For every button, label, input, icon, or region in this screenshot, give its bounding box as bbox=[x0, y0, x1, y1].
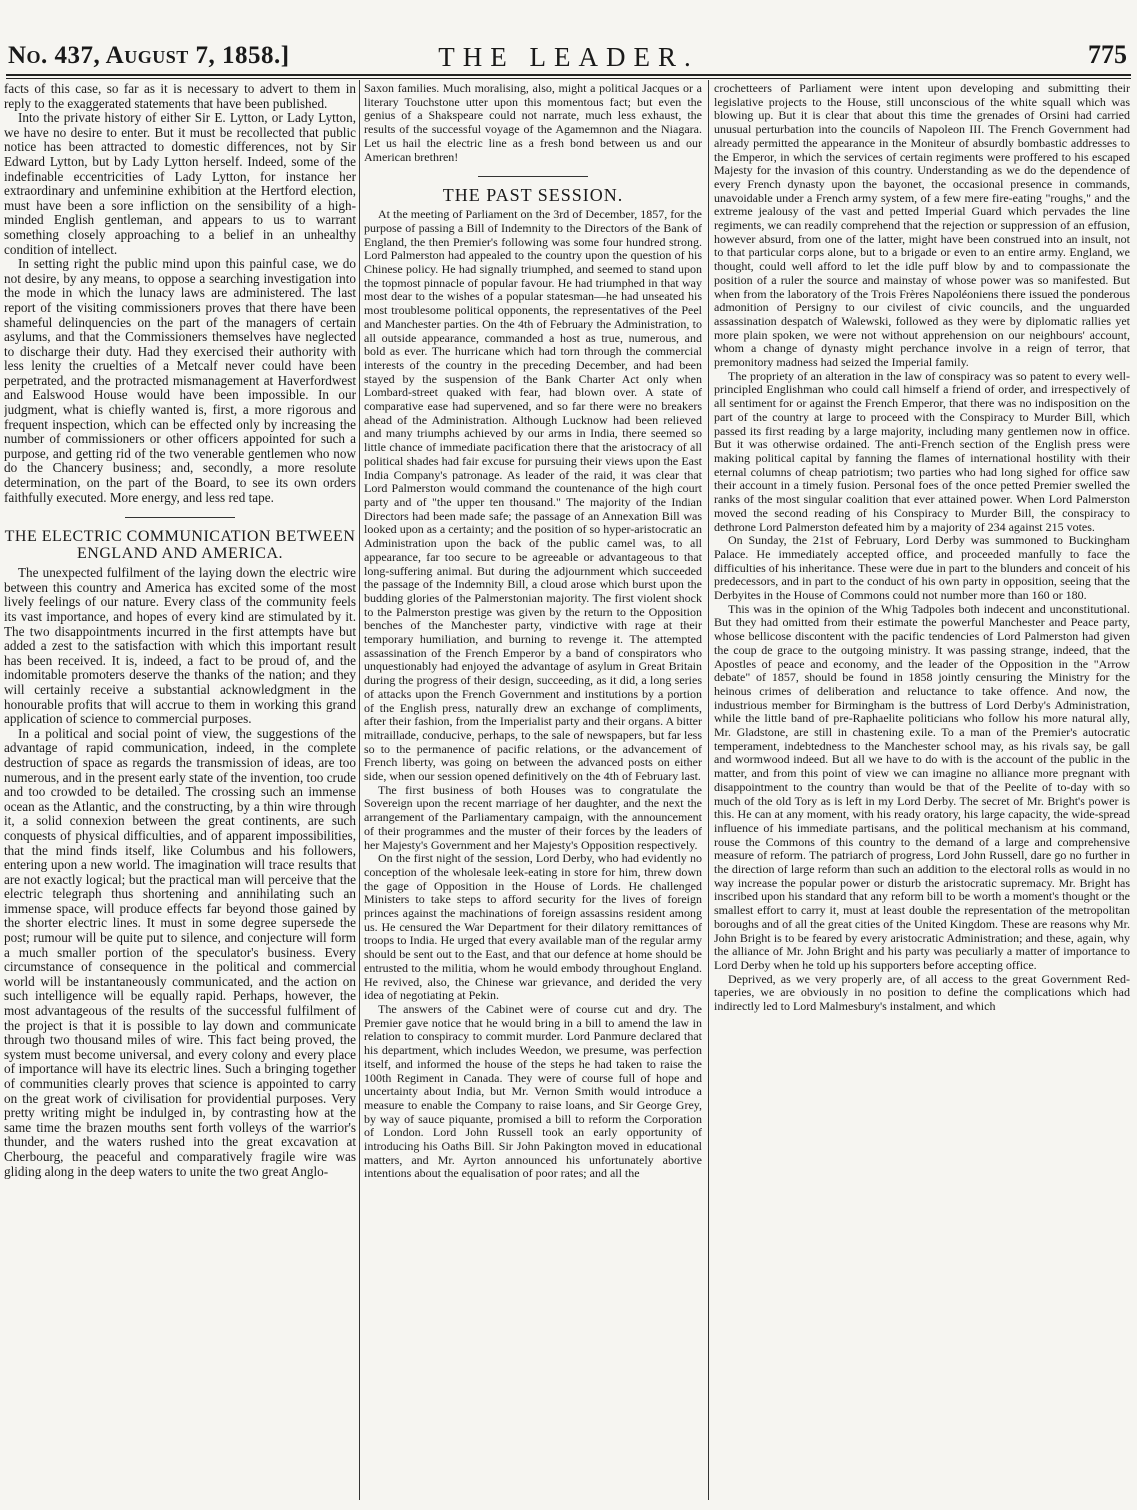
article-heading: THE PAST SESSION. bbox=[442, 185, 624, 206]
paragraph: On the first night of the session, Lord Derby, who had evidently no conception of the wholesale leek-eating in store for him, threw down the gage of Opposition in the House of Lords. He challenged Ministers to take steps to afford security for the lives of foreign princes against the machinations of foreign assassins resident among us. He censured the War Department for their dilatory remittances of troops to India. He urged that every available man of the regular army should be sent out to the East, and that our defence at home should be entrusted to the militia, whom he would embody throughout England. He revived, also, the Chinese war grievance, and derided the very idea of negotiating at Pekin. bbox=[364, 851, 702, 1003]
paragraph: In setting right the public mind upon this painful case, we do not desire, by any means, to oppose a searching investigation into the mode in which the lunacy laws are administered. The last report of the visiting commissioners proves that there have been shameful delinquencies on the part of the managers of certain asylums, and that the Commissioners themselves have neglected to discharge their duty. Had they exercised their authority with less lenity the cruelties of a Metcalf never could have been perpetrated, and the protracted mismanagement at Haverfordwest and Ealswood House would have been impossible. In our judgment, what is chiefly wanted is, first, a more rigorous and frequent inspection, which can be effected only by increasing the number of commissioners or other officers appointed for such a purpose, and getting rid of the two venerable gentlemen who now do the Chancery business; and, secondly, a more resolute determination, on the part of the Board, to see its own orders faithfully executed. More energy, and less red tape. bbox=[4, 256, 356, 505]
paragraph: The answers of the Cabinet were of course cut and dry. The Premier gave notice that he would bring in a bill to amend the law in relation to conspiracy to commit murder. Lord Panmure declared that his department, which includes Weedon, we presume, was perfection itself, and informed the house of the steps he had taken to raise the 100th Regiment in Canada. They were of course full of hope and uncertainty about India, but Mr. Vernon Smith would introduce a measure to enable the Company to raise loans, and Sir George Grey, by way of sauce piquante, promised a bill to reform the Corporation of London. Lord John Russell took an early opportunity of introducing his Oaths Bill. Sir John Pakington moved in educational matters, and Mr. Ayrton announced his unfortunately abortive intentions about the equalisation of poor rates; and all the bbox=[364, 1002, 702, 1181]
paragraph: Into the private history of either Sir E. Lytton, or Lady Lytton, we have no desire to enter. But it must be recollected that public notice has been attracted to domestic differences, not by Sir Edward Lytton, but by Lady Lytton herself. Indeed, some of the indefinable eccentricities of Lady Lytton, for instance her extraordinary and unfeminine exhibition at the Hertford election, must have been a sore infliction on the sensibility of a high-minded English gentleman, and appears to us to warrant something closely approaching to a belief in an unhealthy condition of intellect. bbox=[4, 110, 356, 257]
paragraph: The propriety of an alteration in the law of conspiracy was so patent to every well-principled Englishman who could call himself a friend of order, and irrespectively of all sentiment for or against the French Emperor, that there was no indisposition on the part of the country at large to proceed with the Conspiracy to Murder Bill, which passed its first reading by a large majority, including many gentlemen now in office. But it was otherwise ordained. The anti-French section of the English press were making political capital by fanning the flames of international hostility with their eternal columns of cheap patriotism; two parties who had long sighed for office saw their account in a timely fusion. Personal foes of the once petted Premier swelled the ranks of the most singular coalition that ever attained power. When Lord Palmerston moved the second reading of his Conspiracy to Murder Bill, the conspiracy to dethrone Lord Palmerston defeated him by a majority of 234 against 215 votes. bbox=[714, 368, 1130, 534]
column-divider bbox=[708, 80, 709, 1500]
masthead bbox=[6, 36, 1131, 72]
paragraph: Saxon families. Much moralising, also, might a political Jacques or a literary Touchstone utter upon this momentous fact; but even the genius of a Shakspeare could not narrate, much less exhaust, the results of the successful voyage of the Agamemnon and the Niagara. Let us hail the electric line as a fresh bond between us and our American brethren! bbox=[364, 82, 702, 164]
paragraph: At the meeting of Parliament on the 3rd of December, 1857, for the purpose of passing a Bill of Indemnity to the Directors of the Bank of England, the then Premier's following was some four hundred strong. Lord Palmerston had appealed to the country upon the question of his Chinese policy. He had signally triumphed, and seemed to stand upon the topmost pinnacle of popular favour. He had triumphed in that way most dear to the wishes of a popular statesman—he had unseated his most troublesome political opponents, the representatives of the Peel and Manchester parties. On the 4th of February the Administration, to all outside appearance, commanded a host as true, numerous, and bold as ever. The hurricane which had torn through the commercial interests of the country in the preceding December, and had been stayed by the suspension of the Bank Charter Act only when Lombard-street quaked with fear, had blown over. A state of comparative ease had supervened, and so far there were no breakers ahead of the Administration. Although Lucknow had been relieved and many triumphs achieved by our arms in India, there seemed so little chance of immediate pacification there that the aristocracy of all political shades had fair excuse for pursuing their views upon the East India Company's patronage. As leader of the raid, it was clear that Lord Palmerston would command the countenance of the high court party and of "the upper ten thousand." The majority of the Indian Directors had been made safe; the passage of an Annexation Bill was looked upon as a certainty; and the position of so hyper-aristocratic an Administration upon the back of the public camel was, to all appearance, far too secure to be agreeable or advantageous to that long-suffering animal. But during the adjournment which succeeded the passage of the Indemnity Bill, a cloud arose which burst upon the budding glories of the Palmerstonian majority. The first violent shock to the Palmerston prestige was given by the return to the Opposition benches of the Manchester party, vindictive with rage at their temporary humiliation, and burning to revenge it. The attempted assassination of the French Emperor by a band of conspirators who unquestionably had enjoyed the advantage of asylum in Great Britain during the progress of their design, succeeding, as it did, a long series of attacks upon the French Government and institutions by a portion of the English press, naturally drew an exchange of compliments, after their fashion, from the Imperialist party and their organs. A bitter mitraillade, conducive, perhaps, to the sale of newspapers, but far less so to the permanence of pacific relations, or the advancement of French liberty, was going on between the advanced posts on either side, when our session opened definitively on the 4th of February last. bbox=[364, 207, 702, 784]
paragraph: In a political and social point of view, the suggestions of the advantage of rapid communication, indeed, in the complete destruction of space as regards the transmission of ideas, are too numerous, and in the present early state of the invention, too crude and too crowded to be detailed. The crossing such an immense ocean as the Atlantic, and the constructing, by a thin wire through it, a solid connexion between the great continents, are such conquests of physical difficulties, and of apparent impossibilities, that the mind finds itself, like Columbus and his followers, entering upon a new world. The imagination will trace results that are not exactly logical; but the practical man will perceive that the electric telegraph thus shortening and annihilating such an immense space, will produce effects far beyond those gained by the shorter electric lines. It must in some degree supersede the post; rumour will be quite put to silence, and conjecture will form a much smaller portion of the speculator's business. Every circumstance of consequence in the political and commercial world will be instantaneously communicated, and the action on such intelligence will be equally rapid. Perhaps, however, the most advantageous of the results of the successful fulfilment of the project is that it is possible to lay down and communicate through two thousand miles of wire. This fact being proved, the system must become universal, and every colony and every place of importance will have its electric lines. Such a bringing together of communities clearly proves that science is appointed to carry on the great work of civilisation for providential purposes. Very pretty writing might be indulged in, by contrasting how at the same time the brazen mouths sent forth volleys of the warrior's thunder, and the waters rushed into the great excavation at Cherbourg, the peaceful and comparatively fragile wire was gliding along in the deep waters to unite the two great Anglo- bbox=[4, 725, 356, 1179]
paragraph: Deprived, as we very properly are, of all access to the great Government Red-taperies, we are obviously in no position to define the complications which had indirectly led to Lord Malmesbury's instalment, and which bbox=[714, 971, 1130, 1014]
section-divider bbox=[125, 517, 235, 518]
column-3 bbox=[714, 82, 1130, 1498]
paragraph: On Sunday, the 21st of February, Lord Derby was summoned to Buckingham Palace. He immediately accepted office, and proceeded manfully to face the difficulties of his inheritance. These were due in part to the blunders and conceit of his predecessors, and in part to the conduct of his own party in opposition, seeing that the Derbyites in the House of Commons could not number more than 160 or 180. bbox=[714, 533, 1130, 603]
paragraph: This was in the opinion of the Whig Tadpoles both indecent and unconstitutional. But they had omitted from their estimate the powerful Manchester and Peace party, whose bellicose discontent with the pacific tendencies of Lord Palmerston had given the coup de grace to the outgoing ministry. It was passing strange, indeed, that the Apostles of peace and economy, and the leader of the Opposition in the "Arrow debate" of 1857, should be found in 1858 jointly censuring the Ministry for the heinous crimes of deliberation and reluctance to take offence. And now, the industrious member for Birmingham is the buttress of Lord Derby's Administration, while the little band of pre-Raphaelite politicians who follow his more natural ally, Mr. Gladstone, are still in chastening exile. To a man of the Premier's autocratic temperament, indebtedness to the Manchester school may, as his rivals say, be gall and wormwood indeed. But all we have to do with is the account of the public in the matter, and from this point of view we can imagine no alliance more pregnant with disappointment to the country than would be that of the Peelite of to-day with so much of the old Tory as is left in my Lord Derby. The secret of Mr. Bright's power is this. He can at any moment, with his ready oratory, his large capacity, the wide-spread influence of his immediate partisans, and the political mechanism at his command, rouse the Commons of this country to the demand of a large and comprehensive measure of reform. The patriarch of progress, Lord John Russell, dare go no further in the direction of large reform than such an addition to the electoral rolls as would in no way increase the popular power or disturb the aristocratic supremacy. Mr. Bright has inscribed upon his standard that any reform bill to be worth a moment's thought or the smallest effort to carry it, must at least double the representation of the metropolitan boroughs and of all the great cities of the United Kingdom. These are reasons why Mr. John Bright is to be feared by every aristocratic Administration; and these, again, why the alliance of Mr. John Bright and his party was peculiarly a matter of importance to Lord Derby when he told up his supporters before accepting office. bbox=[714, 601, 1130, 972]
paragraph: crochetteers of Parliament were intent upon developing and submitting their legislative projects to the House, still unconscious of the white squall which was blowing up. But it is clear that about this time the grenades of Orsini had carried unusual perturbation into the councils of Napoleon III. The French Government had already permitted the appearance in the Moniteur of absurdly bombastic addresses to the Emperor, in which the services of certain regiments were proffered to his escaped Majesty for the invasion of this country. Understanding as we do the dependence of every French dynasty upon the bayonet, the occasional presence in commands, unavoidable under a French army system, of a few mere fire-eating "roughs," and the extreme jealousy of the vast and petted Imperial Guard which pervades the line regiments, we can readily comprehend that the rejection or suppression of an effusion, however absurd, from one of the latter, might have been construed into an insult, not to that particular corps alone, but to a brigade or even to an entire army. England, we thought, could well afford to let the idle puff blow by and to compassionate the position of a ruler the source and mainstay of whose power was so manifested. But when from the laboratory of the Trois Frères Napoléoniens there issued the ponderous admonition of Persigny to our civilest of civic councils, and the unguarded assassination despatch of Walewski, followed as they were by diplomatic rallies yet more plain spoken, we were not without apprehension on our neighbours' account, whom a change of dynasty might perchance involve in a reign of terror, that premonitory madness had seized the Imperial family. bbox=[714, 82, 1130, 370]
paragraph: facts of this case, so far as it is necessary to advert to them in reply to the exaggerated statements that have been published. bbox=[4, 82, 356, 111]
masthead-rule-thin bbox=[6, 78, 1131, 79]
column-1 bbox=[4, 82, 356, 1498]
newspaper-title: THE LEADER. bbox=[438, 42, 699, 72]
paragraph: The unexpected fulfilment of the laying down the electric wire between this country and America has excited some of the most lively feelings of our nature. Every class of the community feels its vast importance, and hopes of every kind are stimulated by it. The two disappointments incurred in the first attempts have but added a zest to the satisfaction with which this important result has been received. It is, indeed, a fact to be proud of, and the indomitable promoters deserve the thanks of the nation; and they will certainly receive a substantial acknowledgment in the honourable profits that will accrue to them in working this grand application of science to commercial purposes. bbox=[4, 565, 356, 727]
paragraph: The first business of both Houses was to congratulate the Sovereign upon the recent marriage of her daughter, and the next the arrangement of the Parliamentary campaign, with the announcement of their programmes and the muster of their forces by the leaders of her Majesty's Government and her Majesty's Opposition respectively. bbox=[364, 782, 702, 852]
article-heading: THE ELECTRIC COMMUNICATION BETWEEN ENGLAND AND AMERICA. bbox=[4, 528, 356, 563]
section-divider bbox=[478, 176, 588, 177]
column-divider bbox=[359, 80, 360, 1500]
issue-date: No. 437, August 7, 1858.] bbox=[8, 42, 290, 69]
masthead-rule bbox=[6, 74, 1131, 76]
page-number: 775 bbox=[1088, 40, 1127, 69]
column-2 bbox=[364, 82, 702, 1498]
